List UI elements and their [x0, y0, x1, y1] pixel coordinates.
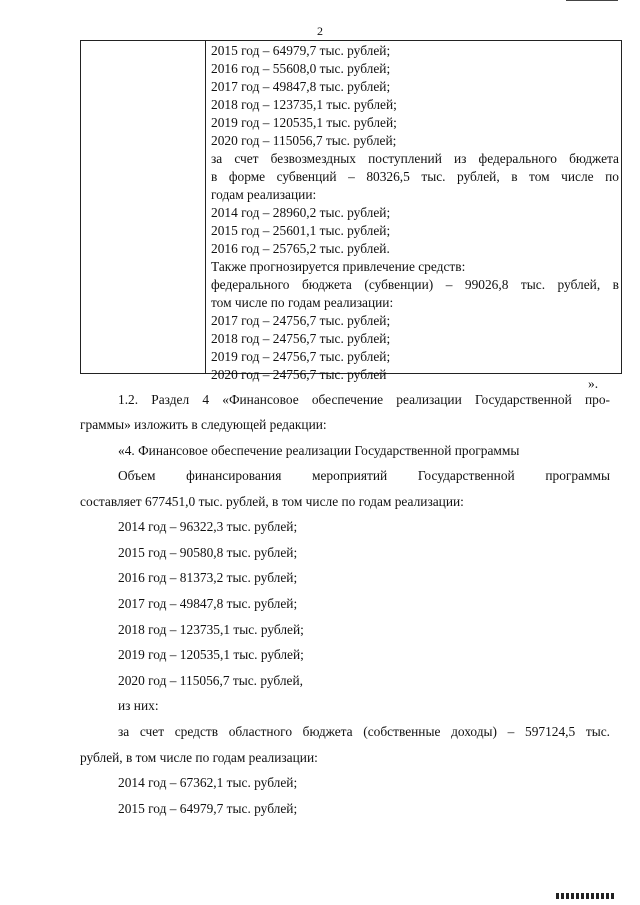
table-line: 2020 год – 24756,7 тыс. рублей: [211, 367, 387, 382]
scan-corner-mark: [566, 0, 618, 5]
of-them-label: из них:: [118, 698, 159, 713]
year-total-line: 2018 год – 123735,1 тыс. рублей;: [118, 622, 304, 637]
table-line: 2018 год – 24756,7 тыс. рублей;: [211, 331, 391, 346]
closing-quote: ».: [588, 376, 599, 391]
year-total-line: 2017 год – 49847,8 тыс. рублей;: [118, 596, 298, 611]
table-line: Также прогнозируется привлечение средств:: [211, 259, 466, 274]
year-total-line: 2015 год – 90580,8 тыс. рублей;: [118, 545, 298, 560]
table-line: 2016 год – 25765,2 тыс. рублей.: [211, 241, 390, 256]
year-total-line: 2020 год – 115056,7 тыс. рублей,: [118, 673, 304, 688]
table-line: за счет безвозмездных поступлений из федерального бюджета: [211, 151, 619, 166]
table-line: том числе по годам реализации:: [211, 295, 394, 310]
table-line: 2016 год – 55608,0 тыс. рублей;: [211, 61, 391, 76]
financing-table: [80, 40, 622, 382]
regional-line: рублей, в том числе по годам реализации:: [80, 750, 318, 765]
table-line: годам реализации:: [211, 187, 317, 202]
table-line: 2014 год – 28960,2 тыс. рублей;: [211, 205, 391, 220]
volume-line: Объем финансирования мероприятий Государственной программы: [118, 468, 610, 483]
table-line: 2015 год – 25601,1 тыс. рублей;: [211, 223, 391, 238]
regional-year-line: 2015 год – 64979,7 тыс. рублей;: [118, 801, 298, 816]
table-line: 2018 год – 123735,1 тыс. рублей;: [211, 97, 397, 112]
year-total-line: 2019 год – 120535,1 тыс. рублей;: [118, 647, 304, 662]
table-line: 2019 год – 24756,7 тыс. рублей;: [211, 349, 391, 364]
regional-line: за счет средств областного бюджета (собственные доходы) – 597124,5 тыс.: [118, 724, 610, 739]
section-1-2-line: граммы» изложить в следующей редакции:: [80, 417, 327, 432]
table-line: 2015 год – 64979,7 тыс. рублей;: [211, 43, 391, 58]
table-line: федерального бюджета (субвенции) – 99026,8 тыс. рублей, в: [211, 277, 619, 292]
table-line: 2020 год – 115056,7 тыс. рублей;: [211, 133, 397, 148]
volume-line: составляет 677451,0 тыс. рублей, в том числе по годам реализации:: [80, 494, 464, 509]
page-number: 2: [317, 24, 323, 38]
year-total-line: 2016 год – 81373,2 тыс. рублей;: [118, 570, 298, 585]
table-column-divider: [205, 41, 206, 373]
table-line: 2019 год – 120535,1 тыс. рублей;: [211, 115, 397, 130]
table-line: 2017 год – 24756,7 тыс. рублей;: [211, 313, 391, 328]
section-heading: «4. Финансовое обеспечение реализации Государственной программы: [118, 443, 520, 458]
table-line: 2017 год – 49847,8 тыс. рублей;: [211, 79, 391, 94]
year-total-line: 2014 год – 96322,3 тыс. рублей;: [118, 519, 298, 534]
regional-year-line: 2014 год – 67362,1 тыс. рублей;: [118, 775, 298, 790]
section-1-2-line: 1.2. Раздел 4 «Финансовое обеспечение реализации Государственной про-: [118, 392, 610, 407]
barcode-stamp: [556, 893, 616, 899]
table-line: в форме субвенций – 80326,5 тыс. рублей, в том числе по: [211, 169, 619, 184]
table-cell-content: [211, 42, 619, 384]
